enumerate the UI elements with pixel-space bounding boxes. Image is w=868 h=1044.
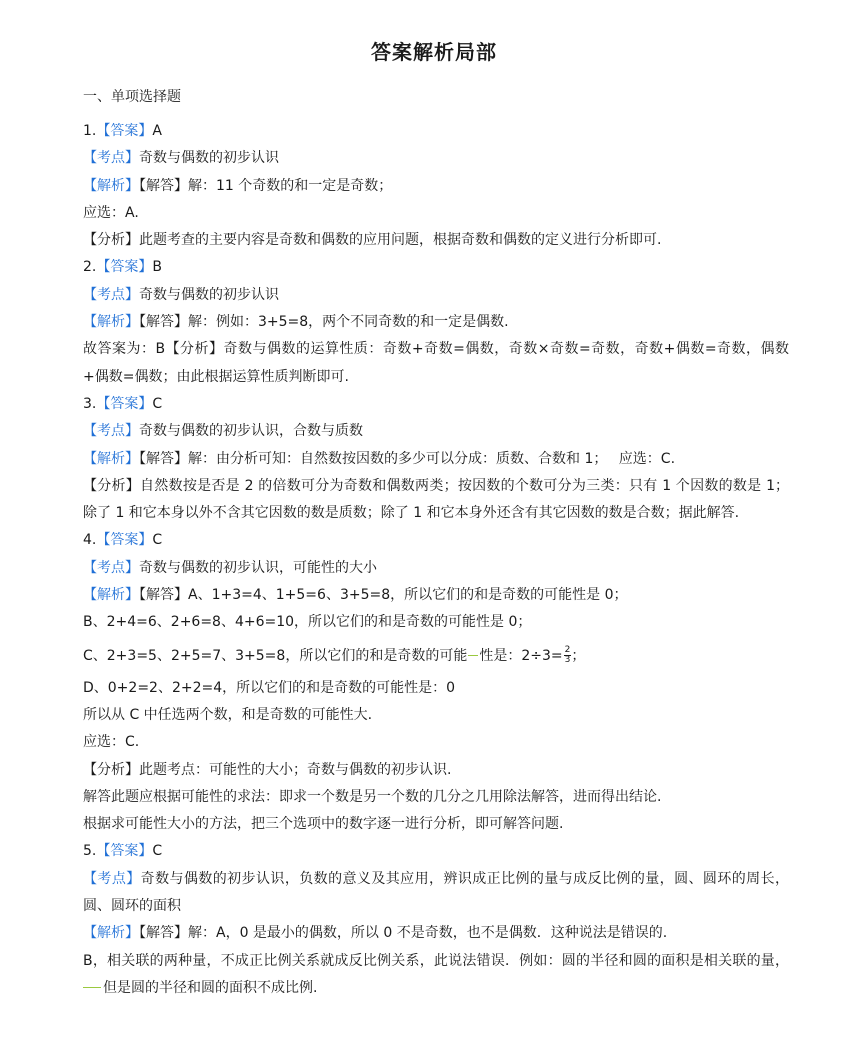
q2-fenxi-paragraph <box>83 336 789 391</box>
q4-point-line <box>83 555 789 582</box>
solution-tag: 【解答】 <box>139 450 188 467</box>
q5-answer-line <box>83 838 789 865</box>
fenxi-tag: 【分析】 <box>165 341 224 358</box>
fraction-denominator: 3 <box>564 655 571 666</box>
q5-option-b: B，相关联的两种量，不成正比例关系就成反比例关系，此说法错误．例如：圆的半径和圆的面积是相关联的量， <box>83 952 789 969</box>
q3-point: 奇数与偶数的初步认识，合数与质数 <box>139 423 363 440</box>
q3-solution: 解：由分析可知：自然数按因数的多少可以分成：质数、合数和 1； 应选：C. <box>188 450 676 467</box>
analysis-tag: 【解析】 <box>83 925 139 942</box>
q1-choose-line: 应选：A. <box>83 204 139 221</box>
q1-solution: 解：11 个奇数的和一定是奇数； <box>188 177 393 194</box>
green-underline-mark <box>468 655 478 656</box>
q2-answer: B <box>152 259 162 276</box>
q5-option-b-paragraph <box>83 948 789 1003</box>
fraction-numerator: 2 <box>564 645 571 656</box>
point-tag: 【考点】 <box>83 286 139 303</box>
q2-point: 奇数与偶数的初步认识 <box>139 286 279 303</box>
green-underline-mark <box>83 987 101 988</box>
q2-solution: 解：例如：3+5=8，两个不同奇数的和一定是偶数. <box>188 314 509 331</box>
analysis-tag: 【解析】 <box>83 450 139 467</box>
q4-option-c-end: ； <box>571 647 586 664</box>
q2-fenxi: 奇数与偶数的运算性质：奇数+奇数=偶数，奇数×奇数=奇数，奇数+偶数=奇数，偶数+偶数=偶数；由此根据运算性质判断即可. <box>83 341 789 385</box>
q1-fenxi-line <box>83 227 789 254</box>
q1-answer-line <box>83 118 789 145</box>
q2-analysis-line <box>83 309 789 336</box>
q4-answer-line <box>83 527 789 554</box>
q4-fenxi-line <box>83 757 789 784</box>
solution-tag: 【解答】 <box>139 587 188 604</box>
q3-point-line <box>83 418 789 445</box>
q4-choose-line: 应选：C. <box>83 734 140 751</box>
point-tag: 【考点】 <box>83 150 139 167</box>
q4-fenxi: 此题考点：可能性的大小；奇数与偶数的初步认识. <box>139 761 452 778</box>
q3-number: 3. <box>83 395 97 412</box>
q5-option-b-end: 但是圆的半径和圆的面积不成比例. <box>103 979 318 996</box>
q1-analysis-line <box>83 173 789 200</box>
q1-number: 1. <box>83 123 97 139</box>
point-tag: 【考点】 <box>83 423 139 440</box>
q5-point: 奇数与偶数的初步认识，负数的意义及其应用，辨识成正比例的量与成反比例的量，圆、圆环的周长，圆、圆环的面积 <box>83 870 790 915</box>
q4-option-c <box>83 637 789 675</box>
q4-method-1: 解答此题应根据可能性的求法：即求一个数是另一个数的几分之几用除法解答，进而得出结论. <box>83 788 662 805</box>
q4-number: 4. <box>83 532 97 549</box>
q3-answer-line <box>83 391 789 418</box>
point-tag: 【考点】 <box>83 870 141 887</box>
q5-number: 5. <box>83 843 97 860</box>
q1-answer: A <box>152 123 162 139</box>
q3-analysis-line <box>83 446 789 473</box>
q3-answer: C <box>152 395 163 412</box>
q4-option-d: D、0+2=2、2+2=4，所以它们的和是奇数的可能性是：0 <box>83 679 456 696</box>
q3-fenxi: 自然数按是否是 2 的倍数可分为奇数和偶数两类；按因数的个数可分为三类：只有 1 个因数的数是 1；除了 1 和它本身以外不含其它因数的数是质数；除了 1 和它本身外还含有其它因数的数是合数；据此解答. <box>83 477 789 522</box>
q5-option-a: 解：A，0 是最小的偶数，所以 0 不是奇数，也不是偶数．这种说法是错误的. <box>188 925 668 942</box>
solution-tag: 【解答】 <box>139 314 188 331</box>
analysis-tag: 【解析】 <box>83 314 139 331</box>
q4-option-b: B、2+4=6、2+6=8、4+6=10，所以它们的和是奇数的可能性是 0； <box>83 614 532 631</box>
q1-fenxi: 此题考查的主要内容是奇数和偶数的应用问题，根据奇数和偶数的定义进行分析即可. <box>139 232 662 249</box>
fenxi-tag: 【分析】 <box>83 232 139 249</box>
q2-choose: 故答案为：B <box>83 341 166 358</box>
answer-body <box>83 118 789 1002</box>
analysis-tag: 【解析】 <box>83 587 139 604</box>
answer-tag: 【答案】 <box>96 395 153 412</box>
q4-option-c-text: C、2+3=5、2+5=7、3+5=8，所以它们的和是奇数的可能 <box>83 647 468 664</box>
solution-tag: 【解答】 <box>139 177 188 194</box>
q3-fenxi-paragraph <box>83 473 789 528</box>
q2-number: 2. <box>83 259 97 276</box>
answer-tag: 【答案】 <box>96 532 153 549</box>
fenxi-tag: 【分析】 <box>83 761 139 778</box>
section-heading: 一、单项选择题 <box>83 89 181 105</box>
answer-tag: 【答案】 <box>96 259 153 276</box>
q4-conclusion: 所以从 C 中任选两个数，和是奇数的可能性大. <box>83 706 373 723</box>
q4-method-2: 根据求可能性大小的方法，把三个选项中的数字逐一进行分析，即可解答问题. <box>83 816 564 833</box>
q5-point-paragraph <box>83 866 789 921</box>
q5-analysis-line <box>83 920 789 947</box>
q4-answer: C <box>152 532 163 549</box>
answer-tag: 【答案】 <box>96 843 153 860</box>
page-title: 答案解析局部 <box>371 40 497 64</box>
q1-point-line <box>83 145 789 172</box>
point-tag: 【考点】 <box>83 559 139 576</box>
q4-option-c-result: 性是：2÷3= <box>479 647 563 664</box>
q1-point: 奇数与偶数的初步认识 <box>139 150 279 167</box>
q5-answer: C <box>152 843 163 860</box>
q2-point-line <box>83 282 789 309</box>
q4-analysis-line <box>83 582 789 609</box>
q4-point: 奇数与偶数的初步认识，可能性的大小 <box>139 559 377 576</box>
answer-tag: 【答案】 <box>96 123 153 139</box>
q4-option-a: A、1+3=4、1+5=6、3+5=8，所以它们的和是奇数的可能性是 0； <box>188 587 628 604</box>
solution-tag: 【解答】 <box>139 925 188 942</box>
fenxi-tag: 【分析】 <box>83 477 141 494</box>
q2-answer-line <box>83 254 789 281</box>
analysis-tag: 【解析】 <box>83 177 139 194</box>
